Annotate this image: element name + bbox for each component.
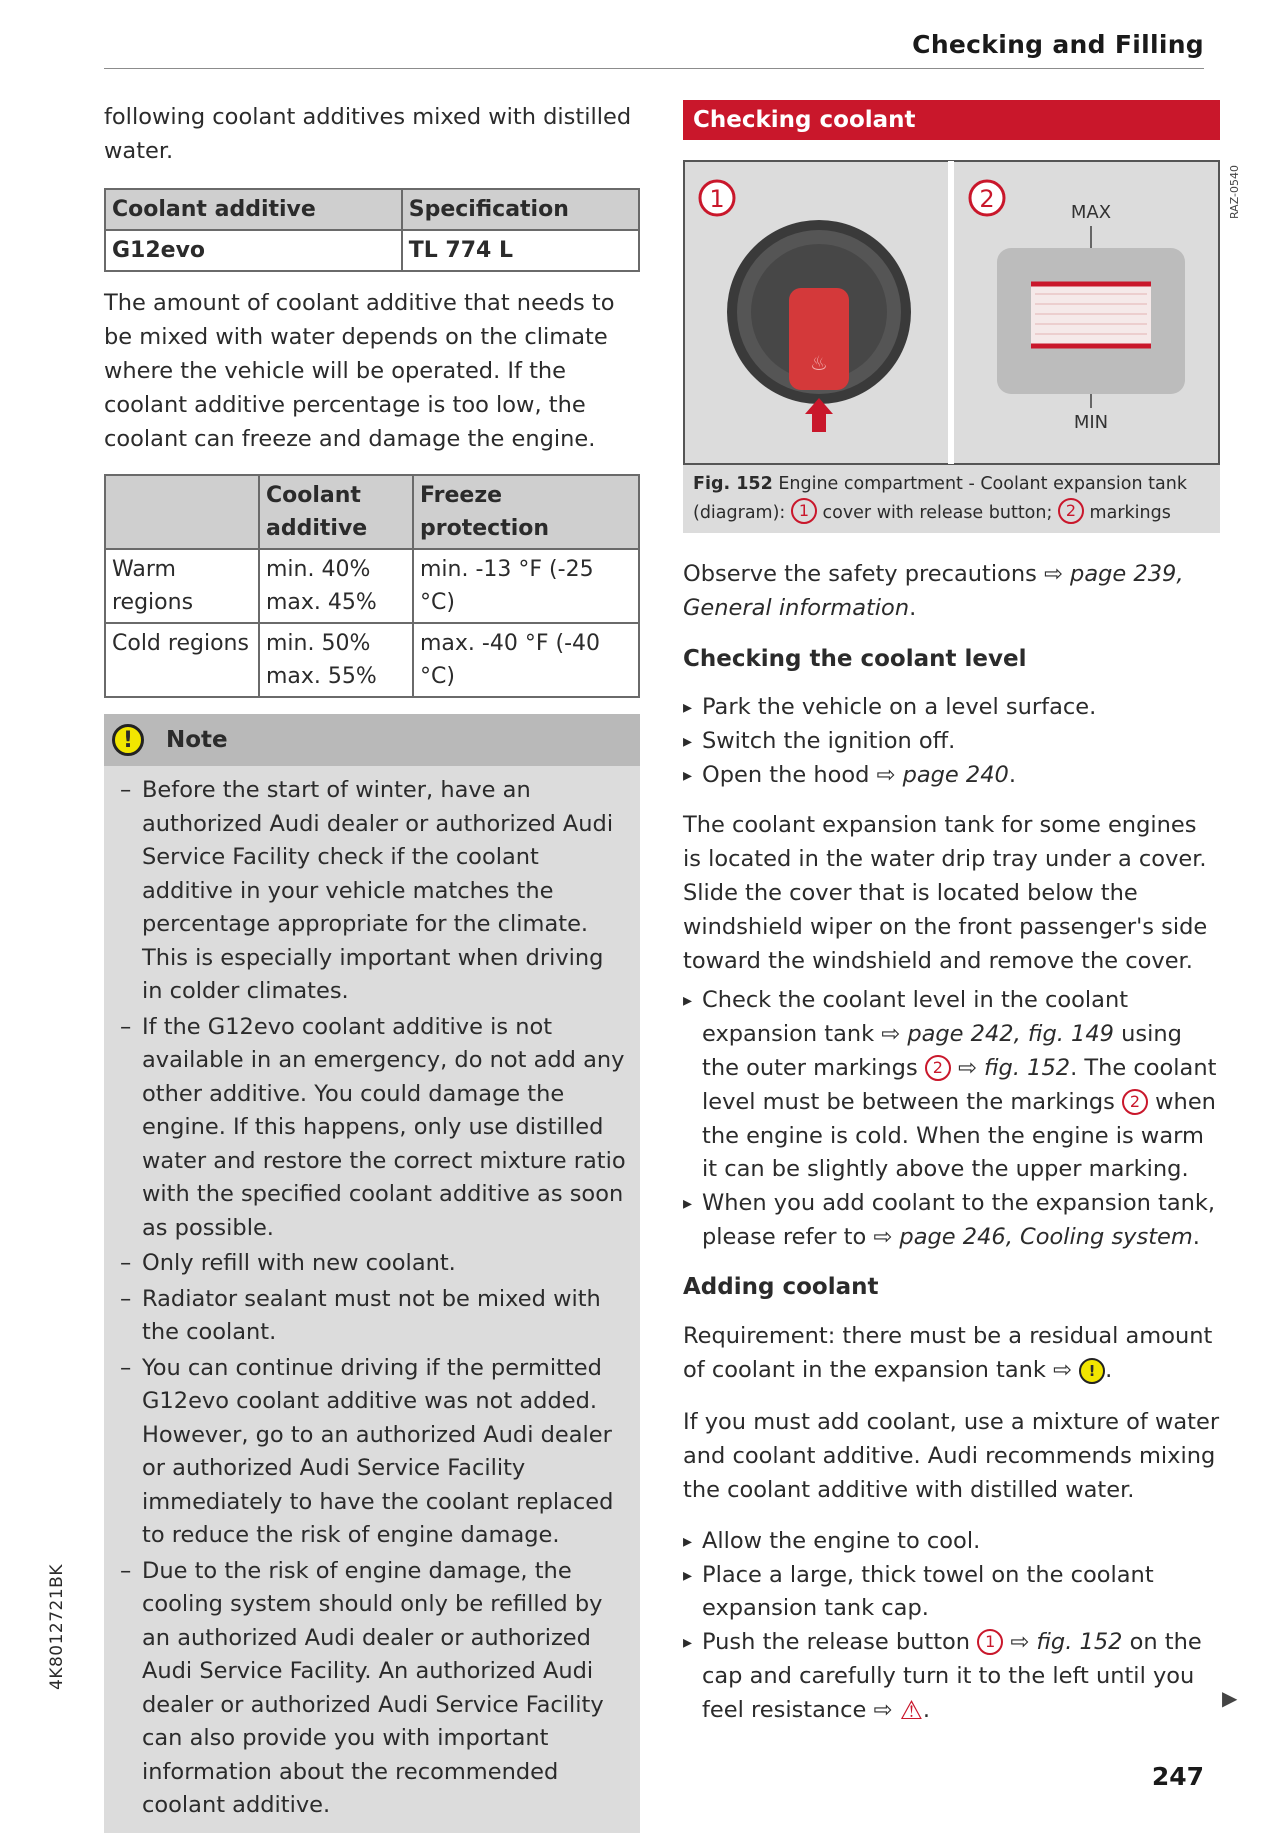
figure-caption	[683, 465, 1220, 533]
freeze-protection-table	[104, 474, 640, 698]
figure-reference[interactable]: fig. 152	[984, 1054, 1071, 1081]
requirement-text: Requirement: there must be a residual amount of coolant in the expansion tank ⇨	[683, 1322, 1213, 1383]
step-text: on the cap and carefully turn it to the left until you feel resistance ⇨	[702, 1629, 1202, 1723]
caption-text: cover with release button;	[822, 503, 1053, 523]
figure-reference[interactable]: fig. 152	[1036, 1629, 1123, 1656]
table-header: Freeze protection	[413, 475, 639, 549]
list-item: ▸ Park the vehicle on a level surface.	[683, 691, 1220, 725]
list-item: – You can continue driving if the permitted G12evo coolant additive was not added. However, go to an authorized Audi dealer or authorized Audi Service Facility immediately to have the coolant replaced to reduce the risk of engine damage.	[120, 1352, 628, 1553]
list-item: – Due to the risk of engine damage, the cooling system should only be refilled by an authorized Audi dealer or authorized Audi Service Facility. An authorized Audi dealer or authorized Audi Service Facility can also provide you with important information about the recommended coolant additive.	[120, 1555, 628, 1823]
page-reference[interactable]: page 239, General information	[683, 561, 1184, 621]
page-reference[interactable]: page 240	[902, 761, 1009, 788]
observe-paragraph	[683, 557, 1220, 625]
table-cell: Warm regions	[105, 549, 259, 623]
list-item: ▸ Switch the ignition off.	[683, 725, 1220, 759]
page-reference[interactable]: page 246, Cooling system	[899, 1223, 1193, 1250]
step-text: Check the coolant level in the coolant expansion tank ⇨	[702, 987, 1129, 1048]
hot-coolant-icon: ♨	[810, 351, 828, 375]
arrow-icon: ⇨	[1010, 1629, 1030, 1656]
list-item	[683, 1187, 1220, 1255]
note-list	[104, 766, 640, 1823]
punct: .	[1105, 1356, 1113, 1383]
table-row	[105, 623, 639, 697]
header-rule	[104, 68, 1204, 69]
intro-text: following coolant additives mixed with distilled water.	[104, 104, 632, 164]
table-header	[105, 475, 259, 549]
step-text: When you add coolant to the expansion tank, please refer to ⇨	[702, 1190, 1216, 1250]
note-box	[104, 714, 640, 1833]
list-item	[683, 759, 1220, 793]
list-item: – Before the start of winter, have an authorized Audi dealer or authorized Audi Service Facility check if the coolant additive in your vehicle matches the percentage appropriate for the climate. This is especially important when driving in colder climates.	[120, 774, 628, 1009]
heading-checking-level: Checking the coolant level	[683, 646, 1027, 672]
step-text: . The coolant level must be between the markings	[702, 1054, 1217, 1115]
heading-adding-coolant: Adding coolant	[683, 1273, 879, 1300]
list-item: – Radiator sealant must not be mixed with the coolant.	[120, 1283, 628, 1350]
tank-location-paragraph: The coolant expansion tank for some engines is located in the water drip tray under a cover. Slide the cover that is located below the windshield wiper on the front passenger's side toward the windshield and remove the cover.	[683, 812, 1208, 975]
punct: .	[922, 1696, 931, 1723]
caption-number: Fig. 152	[693, 474, 773, 494]
step-text: when the engine is cold. When the engine is warm it can be slightly above the upper marking.	[702, 1088, 1216, 1183]
note-title: Note	[166, 727, 228, 753]
coolant-window	[1031, 284, 1151, 346]
table-cell: max. -40 °F (-40 °C)	[413, 623, 639, 697]
warning-triangle-icon[interactable]: ⚠	[899, 1695, 923, 1726]
callout-1-icon: 1	[791, 498, 817, 524]
callout-1-label: 1	[709, 185, 725, 213]
punct: .	[1192, 1223, 1200, 1250]
left-column	[104, 100, 640, 1833]
step-text: Push the release button	[702, 1629, 971, 1656]
list-item: ▸ Place a large, thick towel on the coolant expansion tank cap.	[683, 1559, 1220, 1627]
callout-2-icon: 2	[1058, 498, 1084, 524]
list-item: ▸ Allow the engine to cool.	[683, 1525, 1220, 1559]
requirement-paragraph	[683, 1319, 1220, 1387]
table-cell: Cold regions	[105, 623, 259, 697]
check-steps	[683, 984, 1220, 1254]
caution-icon: !	[112, 724, 144, 756]
document-code: 4K8012721BK	[47, 1564, 67, 1690]
level-steps	[683, 691, 1220, 792]
mix-paragraph: If you must add coolant, use a mixture of water and coolant additive. Audi recommends mixing the coolant additive with distilled water.	[683, 1408, 1220, 1503]
caption-text: Engine compartment - Coolant expansion tank (diagram):	[693, 474, 1187, 523]
step-text: using the outer markings	[702, 1021, 1182, 1081]
max-label: MAX	[1070, 202, 1112, 223]
callout-1-icon: 1	[977, 1629, 1003, 1655]
running-header: Checking and Filling	[912, 30, 1204, 59]
arrow-icon: ⇨	[958, 1054, 977, 1081]
figure-illustration	[683, 160, 1241, 465]
table-cell: TL 774 L	[402, 230, 639, 271]
list-item	[683, 984, 1220, 1187]
note-header	[104, 714, 640, 766]
table-row	[105, 549, 639, 623]
caution-icon[interactable]: !	[1079, 1358, 1105, 1384]
punct: .	[1008, 761, 1017, 788]
adding-steps	[683, 1525, 1220, 1729]
callout-2-icon: 2	[1122, 1089, 1148, 1115]
table-cell: min. 50% max. 55%	[259, 623, 413, 697]
table-header: Coolant additive	[105, 189, 402, 230]
climate-paragraph: The amount of coolant additive that needs to be mixed with water depends on the climate where the vehicle will be operated. If the coolant additive percentage is too low, the coolant can freeze and damage the engine.	[104, 290, 615, 452]
table-cell: min. -13 °F (-25 °C)	[413, 549, 639, 623]
observe-text: Observe the safety precautions ⇨	[683, 561, 1063, 587]
step-text: Open the hood ⇨	[702, 761, 896, 788]
list-item: – If the G12evo coolant additive is not available in an emergency, do not add any other additive. You could damage the engine. If this happens, only use distilled water and restore the correct mixture ratio with the specified coolant additive as soon as possible.	[120, 1011, 628, 1246]
table-cell: G12evo	[105, 230, 402, 271]
page-number: 247	[1151, 1762, 1204, 1791]
punct: .	[909, 595, 917, 621]
list-item: – Only refill with new coolant.	[120, 1247, 628, 1281]
continue-arrow-icon: ▶	[1222, 1686, 1238, 1710]
list-item	[683, 1626, 1220, 1728]
caption-text: markings	[1089, 503, 1171, 523]
callout-2-label: 2	[979, 185, 995, 213]
additive-spec-table	[104, 188, 640, 272]
figure-code: RAZ-0540	[1228, 164, 1241, 220]
callout-2-icon: 2	[925, 1055, 951, 1081]
min-label: MIN	[1073, 412, 1109, 433]
table-header: Specification	[402, 189, 639, 230]
table-cell: min. 40% max. 45%	[259, 549, 413, 623]
page-reference[interactable]: page 242, fig. 149	[907, 1021, 1114, 1048]
right-column	[683, 100, 1241, 1745]
figure-152	[683, 160, 1241, 533]
section-title-bar: Checking coolant	[683, 100, 1220, 140]
table-header: Coolant additive	[259, 475, 413, 549]
